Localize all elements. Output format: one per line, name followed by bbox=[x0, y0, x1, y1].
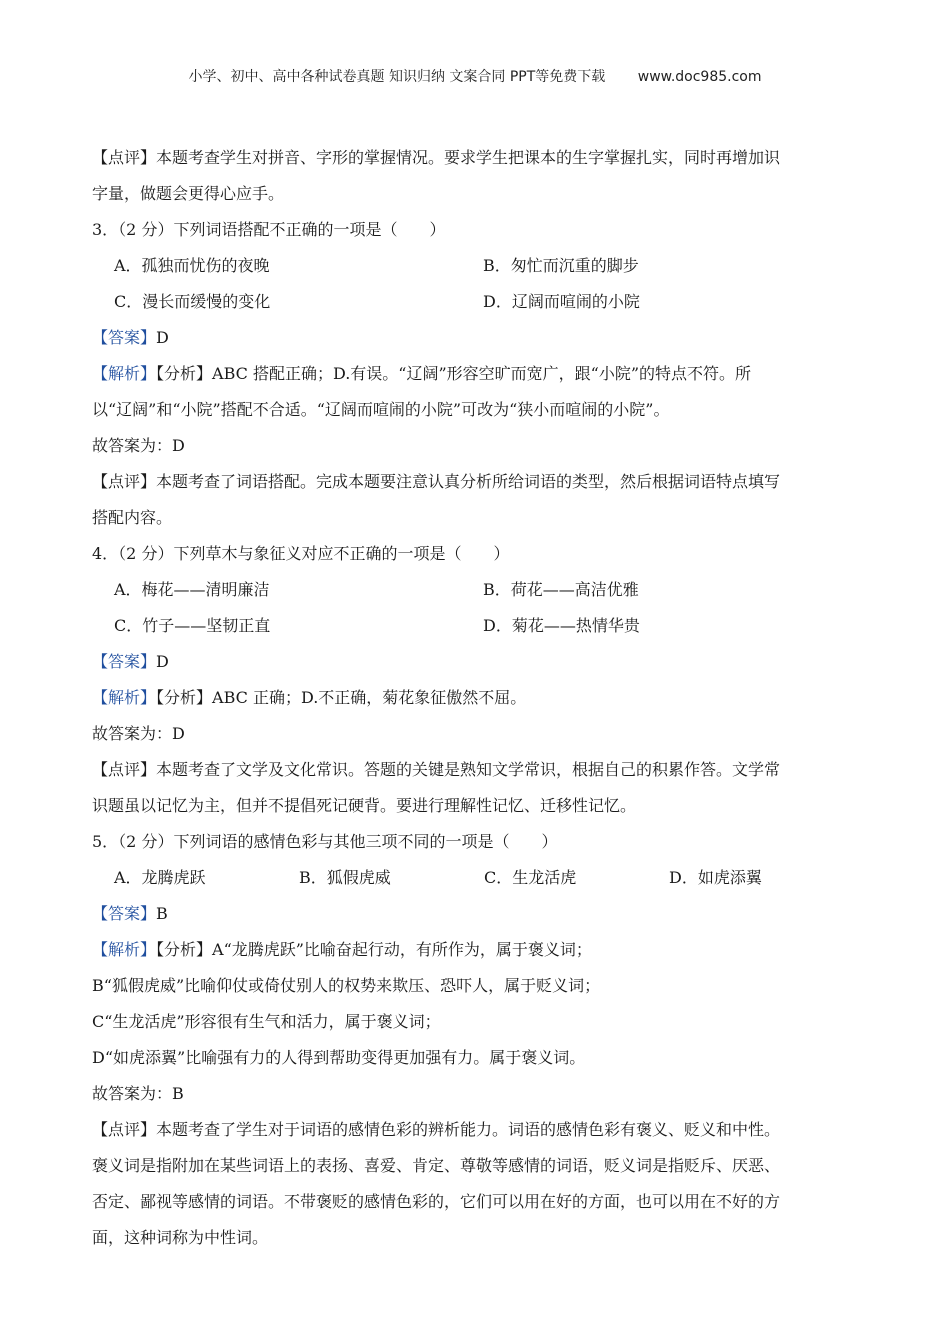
q3-options-row2 bbox=[92, 284, 862, 320]
comment-tag: 【点评】 bbox=[92, 472, 157, 491]
comment-tag: 【点评】 bbox=[92, 148, 157, 167]
q5-comment-cont3: 面，这种词称为中性词。 bbox=[92, 1228, 269, 1247]
q5-option-b: B．狐假虎威 bbox=[299, 868, 391, 887]
answer-value: D bbox=[156, 652, 169, 671]
q5-option-c: C．生龙活虎 bbox=[484, 868, 577, 887]
q3-comment-cont: 搭配内容。 bbox=[92, 508, 173, 527]
comment-text: 本题考查了文学及文化常识。答题的关键是熟知文学常识，根据自己的积累作答。文学常 bbox=[156, 760, 781, 779]
q5-analysis-c: C“生龙活虎”形容很有生气和活力，属于褒义词； bbox=[92, 1012, 441, 1031]
q5-stem: 5．（2 分）下列词语的感情色彩与其他三项不同的一项是（ ） bbox=[92, 832, 558, 851]
comment-tag: 【点评】 bbox=[92, 1120, 157, 1139]
q5-comment bbox=[92, 1112, 862, 1148]
analysis-tag: 【解析】 bbox=[92, 688, 157, 707]
q3-options-row1 bbox=[92, 248, 862, 284]
analysis-text: 【分析】ABC 正确；D.不正确，菊花象征傲然不屈。 bbox=[156, 688, 527, 707]
q3-analysis bbox=[92, 356, 862, 392]
q3-comment bbox=[92, 464, 862, 500]
answer-value: D bbox=[156, 328, 169, 347]
header-url: www.doc985.com bbox=[637, 69, 762, 85]
page-header bbox=[0, 66, 950, 86]
q3-answer bbox=[92, 320, 862, 356]
comment-text: 本题考查学生对拼音、字形的掌握情况。要求学生把课本的生字掌握扎实，同时再增加识 bbox=[156, 148, 781, 167]
analysis-tag: 【解析】 bbox=[92, 940, 157, 959]
q4-option-a: A．梅花——清明廉洁 bbox=[114, 580, 270, 599]
q4-option-d: D．菊花——热情华贵 bbox=[483, 616, 640, 635]
q4-option-c: C．竹子——坚韧正直 bbox=[114, 616, 271, 635]
q3-option-a: A．孤独而忧伤的夜晚 bbox=[114, 256, 270, 275]
q4-analysis bbox=[92, 680, 862, 716]
q3-option-d: D．辽阔而喧闹的小院 bbox=[483, 292, 640, 311]
q4-comment-cont: 识题虽以记忆为主，但并不提倡死记硬背。要进行理解性记忆、迁移性记忆。 bbox=[92, 796, 637, 815]
comment-text: 本题考查了学生对于词语的感情色彩的辨析能力。词语的感情色彩有褒义、贬义和中性。 bbox=[156, 1120, 781, 1139]
q3-option-b: B．匆忙而沉重的脚步 bbox=[483, 256, 639, 275]
q3-final: 故答案为：D bbox=[92, 436, 185, 455]
q5-analysis bbox=[92, 932, 862, 968]
q5-analysis-d: D“如虎添翼”比喻强有力的人得到帮助变得更加强有力。属于褒义词。 bbox=[92, 1048, 586, 1067]
q4-answer bbox=[92, 644, 862, 680]
analysis-text: 【分析】ABC 搭配正确；D.有误。“辽阔”形容空旷而宽广，跟“小院”的特点不符。所 bbox=[156, 364, 752, 383]
analysis-tag: 【解析】 bbox=[92, 364, 157, 383]
q3-analysis-cont: 以“辽阔”和“小院”搭配不合适。“辽阔而喧闹的小院”可改为“狭小而喧闹的小院”。 bbox=[92, 400, 670, 419]
q2-comment-cont: 字量，做题会更得心应手。 bbox=[92, 184, 285, 203]
q4-options-row2 bbox=[92, 608, 862, 644]
answer-tag: 【答案】 bbox=[92, 328, 157, 347]
comment-text: 本题考查了词语搭配。完成本题要注意认真分析所给词语的类型，然后根据词语特点填写 bbox=[156, 472, 781, 491]
analysis-text: 【分析】A“龙腾虎跃”比喻奋起行动，有所作为，属于褒义词； bbox=[156, 940, 592, 959]
header-text: 小学、初中、高中各种试卷真题 知识归纳 文案合同 PPT等免费下载 bbox=[188, 69, 606, 85]
q5-option-a: A．龙腾虎跃 bbox=[114, 868, 206, 887]
answer-tag: 【答案】 bbox=[92, 652, 157, 671]
document-body bbox=[92, 140, 862, 1256]
q2-comment bbox=[92, 140, 862, 176]
q5-analysis-b: B“狐假虎威”比喻仰仗或倚仗别人的权势来欺压、恐吓人，属于贬义词； bbox=[92, 976, 601, 995]
answer-value: B bbox=[156, 904, 168, 923]
q5-option-d: D．如虎添翼 bbox=[669, 868, 762, 887]
q5-comment-cont2: 否定、鄙视等感情的词语。不带褒贬的感情色彩的，它们可以用在好的方面，也可以用在不好的方 bbox=[92, 1192, 781, 1211]
answer-tag: 【答案】 bbox=[92, 904, 157, 923]
comment-tag: 【点评】 bbox=[92, 760, 157, 779]
q3-stem: 3．（2 分）下列词语搭配不正确的一项是（ ） bbox=[92, 220, 446, 239]
q3-option-c: C．漫长而缓慢的变化 bbox=[114, 292, 271, 311]
q4-comment bbox=[92, 752, 862, 788]
q4-stem: 4．（2 分）下列草木与象征义对应不正确的一项是（ ） bbox=[92, 544, 510, 563]
q5-final: 故答案为：B bbox=[92, 1084, 184, 1103]
q4-final: 故答案为：D bbox=[92, 724, 185, 743]
q5-options-row bbox=[92, 860, 862, 896]
q5-answer bbox=[92, 896, 862, 932]
q4-options-row1 bbox=[92, 572, 862, 608]
q5-comment-cont1: 褒义词是指附加在某些词语上的表扬、喜爱、肯定、尊敬等感情的词语，贬义词是指贬斥、厌恶、 bbox=[92, 1156, 781, 1175]
q4-option-b: B．荷花——高洁优雅 bbox=[483, 580, 639, 599]
